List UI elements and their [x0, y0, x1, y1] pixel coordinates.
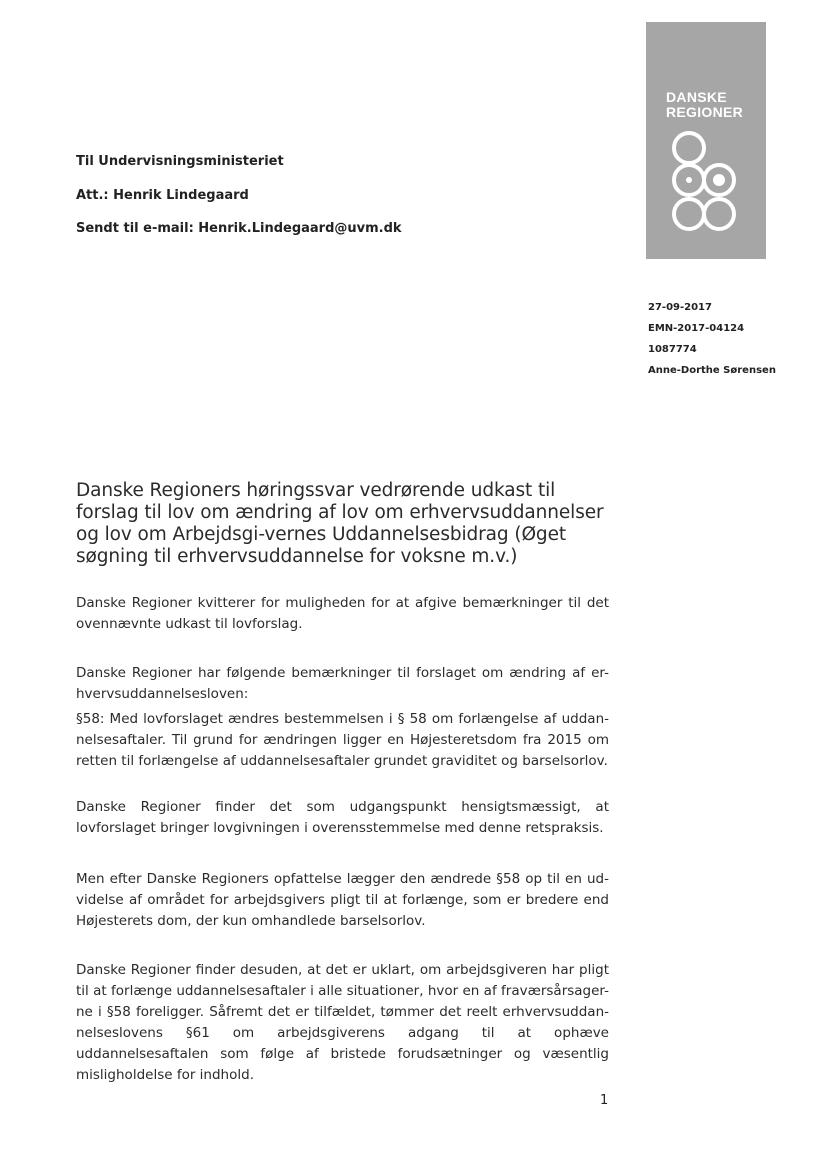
paragraph: Danske Regioner kvitterer for muligheden for at afgive bemærkninger til det ovennævnte udkast til lovforslag. — [76, 595, 609, 632]
paragraph: Men efter Danske Regioners opfattelse lægger den ændrede §58 op til en ud-videlse af området for arbejdsgivers pligt til at forlænge, som er bredere end Højesterets dom, der kun omhandlede barselsorlov. — [76, 871, 609, 929]
document-number: 1087774 — [648, 344, 697, 355]
paragraph: Danske Regioner har følgende bemærkninger til forslaget om ændring af er-hvervsuddannelsesloven: — [76, 665, 609, 702]
paragraph: Danske Regioner finder det som udgangspunkt hensigtsmæssigt, at lovforslaget bringer lovgivningen i overensstemmelse med denne retspraksis. — [76, 799, 609, 836]
logo-circles-icon — [646, 22, 766, 259]
email-line: Sendt til e-mail: Henrik.Lindegaard@uvm.dk — [76, 221, 402, 236]
logo-text: DANSKE REGIONER — [666, 89, 744, 120]
author-name: Anne-Dorthe Sørensen — [648, 365, 776, 376]
page-number: 1 — [600, 1093, 609, 1108]
paragraph: Danske Regioner finder desuden, at det er uklart, om arbejdsgiveren har pligt til at forlænge uddannelsesaftaler i alle situationer, hvor en af fraværsårsager-ne i §58 foreligger. Såfremt det er tilfældet, tømmer det reelt erhvervsuddan-nelseslovens §61 om arbejdsgiverens adgang til at ophæve uddannelsesaftalen som følge af bristede forudsætninger og væsentlig misligholdelse for indhold. — [76, 962, 609, 1083]
document-date: 27-09-2017 — [648, 302, 712, 313]
document-meta — [648, 297, 776, 381]
case-number: EMN-2017-04124 — [648, 323, 745, 334]
attention-line: Att.: Henrik Lindegaard — [76, 188, 249, 203]
paragraph: §58: Med lovforslaget ændres bestemmelsen i § 58 om forlængelse af uddan-nelsesaftaler. Til grund for ændringen ligger en Højesteretsdom fra 2015 om retten til forlængelse af uddannelsesaftaler grundet graviditet og barselsorlov. — [76, 711, 609, 769]
recipient-line: Til Undervisningsministeriet — [76, 154, 284, 169]
document-title: Danske Regioners høringssvar vedrørende udkast til forslag til lov om ændring af lov om erhvervsuddannelser og lov om Arbejdsgi-vernes Uddannelsesbidrag (Øget søgning til erhvervsuddannelse for voksne m.v.) — [76, 480, 604, 567]
danske-regioner-logo — [646, 22, 766, 259]
